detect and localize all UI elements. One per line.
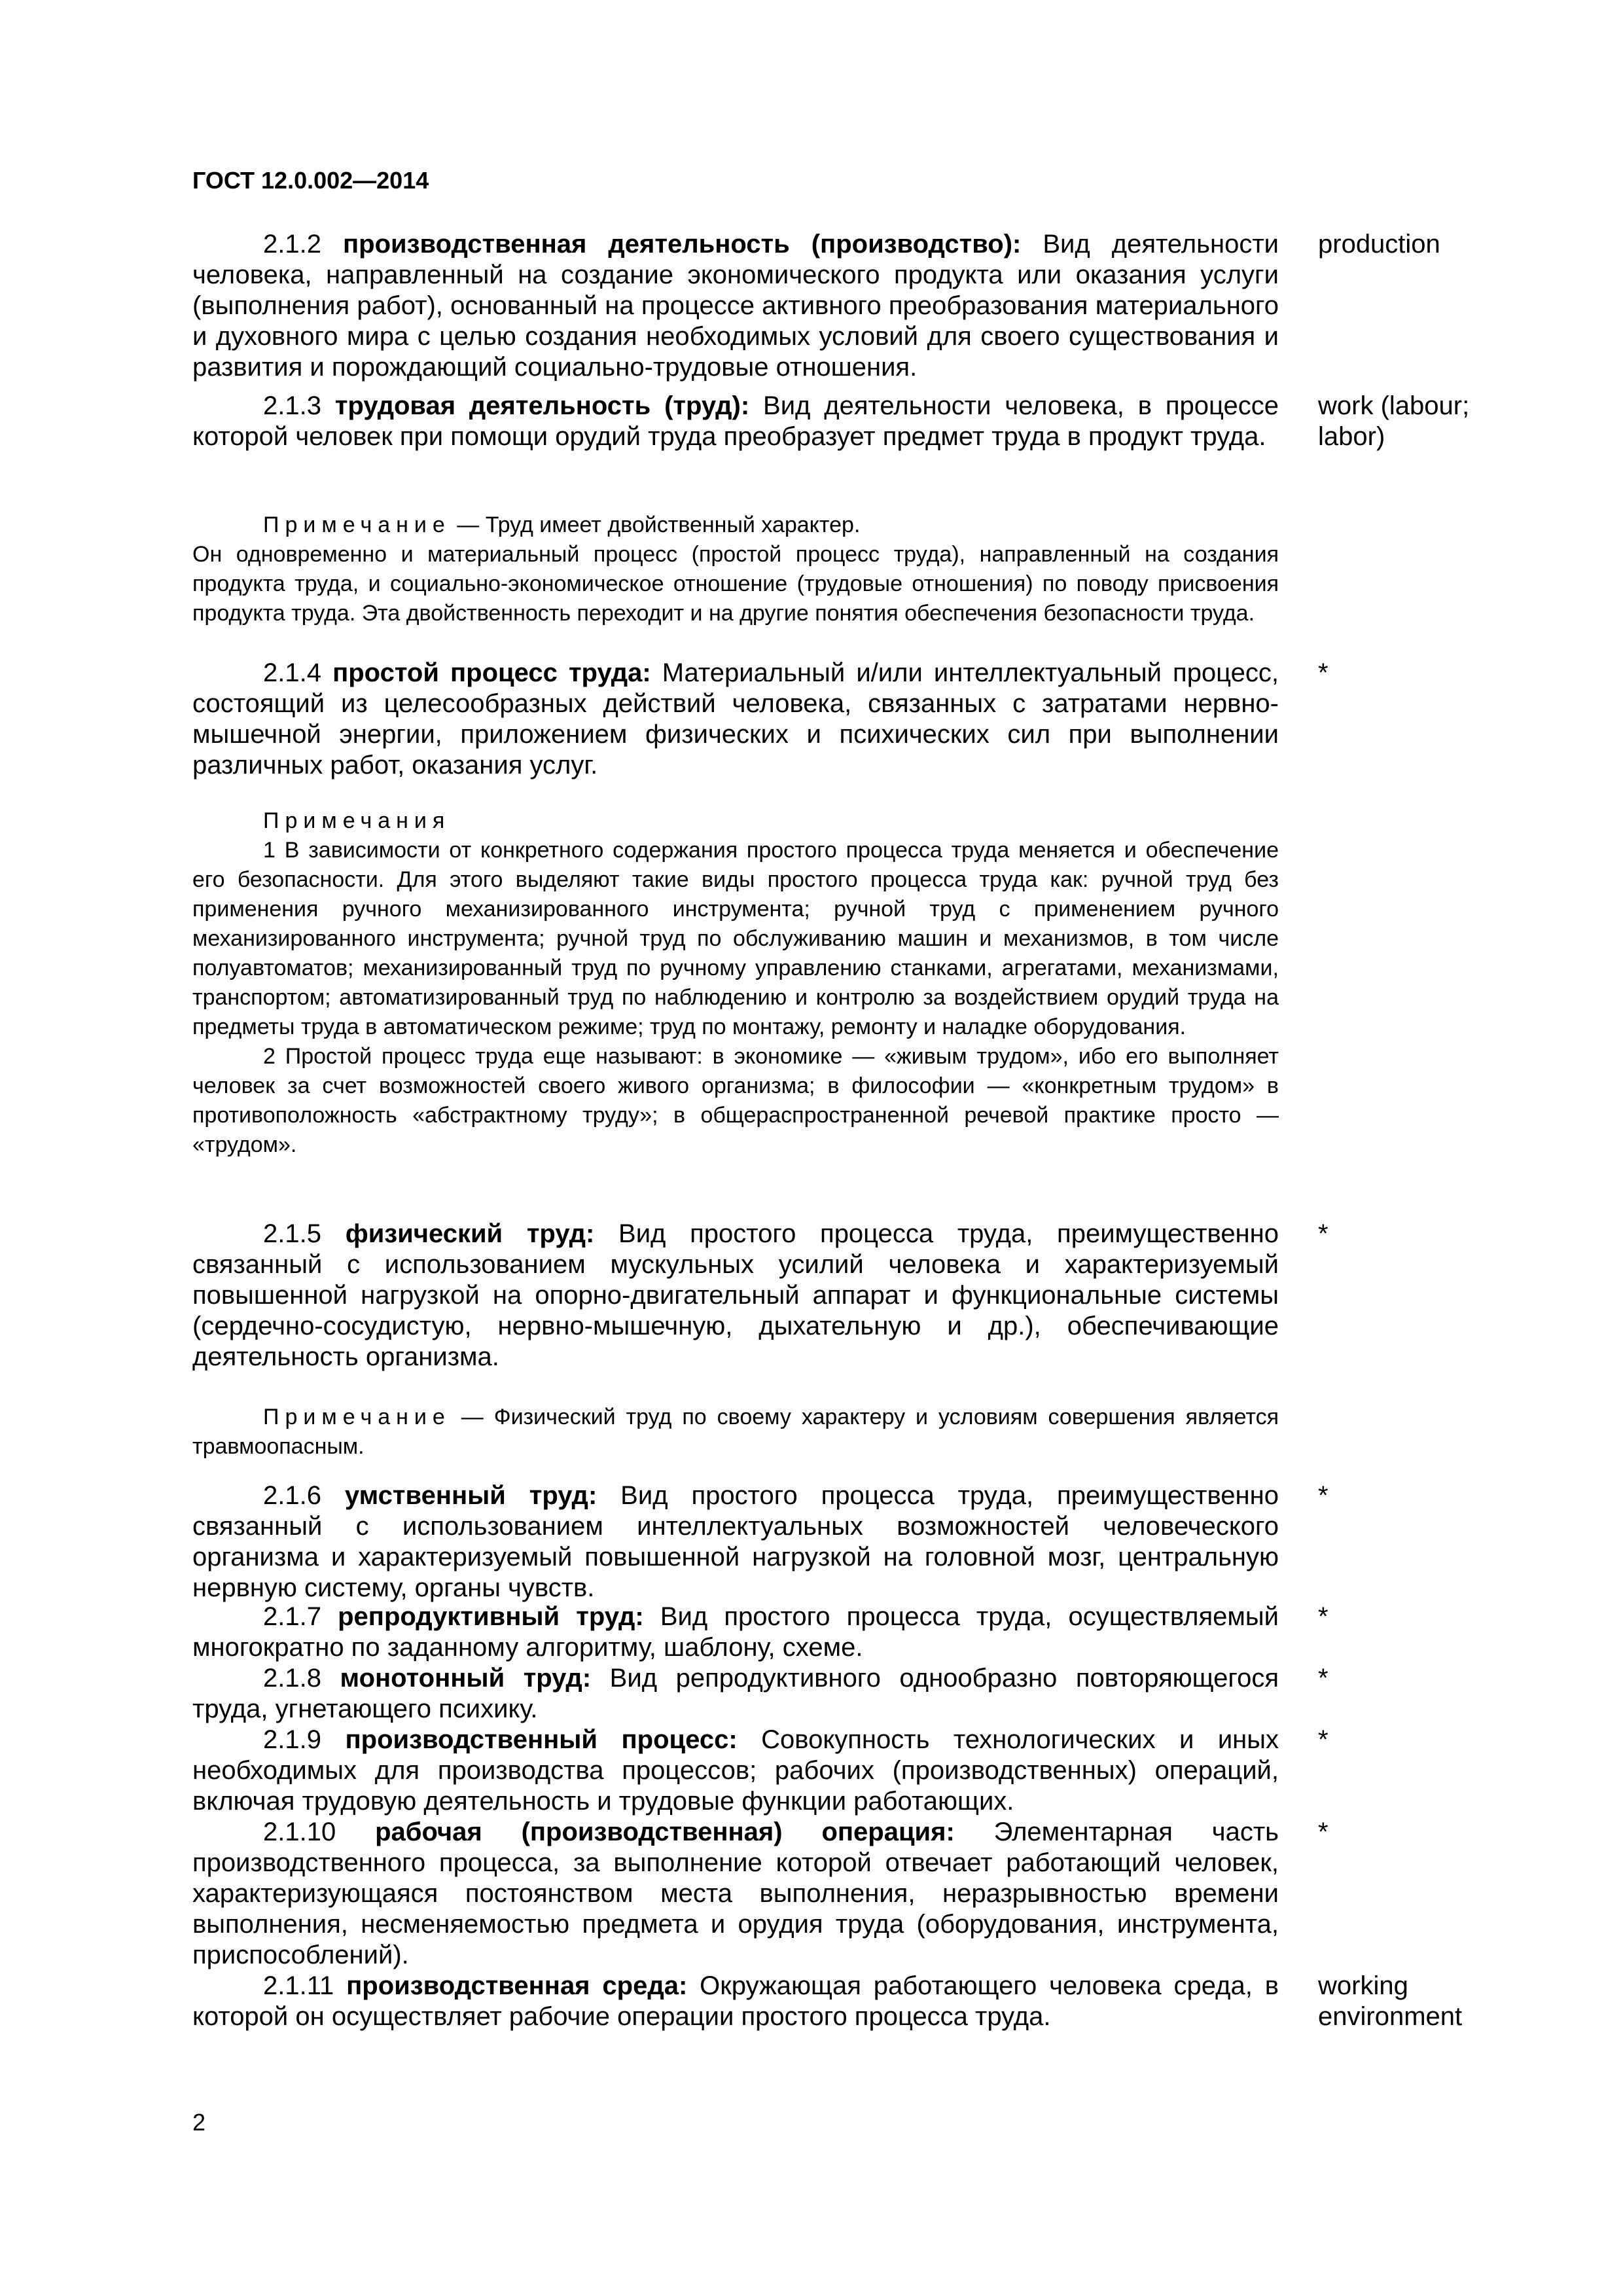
term-number: 2.1.8 [263, 1664, 321, 1693]
term-definition [192, 1602, 1279, 1663]
term-number: 2.1.2 [263, 230, 321, 259]
term-definition [192, 658, 1279, 781]
term-entry-2-1-9 [192, 1725, 1623, 1817]
note-first-line [192, 511, 1279, 540]
asterisk-marker: * [1318, 658, 1329, 687]
notes-heading: Примечания [263, 808, 451, 833]
term-definition [192, 1971, 1279, 2032]
term-text: Вид деятельности человека, в процессе которой человек при помощи орудий труда преобразует предмет труда в продукт труда. [192, 391, 1279, 451]
note-dash: — [450, 512, 486, 537]
note-text-block [192, 1403, 1279, 1462]
term-number: 2.1.5 [263, 1219, 321, 1248]
english-equivalent: production [1318, 230, 1440, 259]
note-item-2: 2 Простой процесс труда еще называют: в экономике — «живым трудом», ибо его выполняет человек за счет возможностей своего живого организма; в философии — «конкретным трудом» в противоположность «абстрактному труду»; в общераспространенной речевой практике просто — «трудом». [192, 1044, 1279, 1157]
term-title: репродуктивный труд: [338, 1602, 644, 1631]
asterisk-marker: * [1318, 1481, 1329, 1510]
term-title: простой процесс труда: [332, 658, 651, 687]
notes-label [192, 806, 1279, 836]
term-text: Элементарная часть производственного процесса, за выполнение которой отвечает работающий человек, характеризующаяся постоянством места выполнения, неразрывностью времени выполнения, несменяемостью предмета и орудия труда (оборудования, инструмента, приспособлений). [192, 1818, 1279, 1969]
term-text: Окружающая работающего человека среда, в которой он осуществляет рабочие операции простого процесса труда. [192, 1971, 1279, 2031]
term-entry-2-1-8 [192, 1663, 1623, 1725]
term-definition [192, 1725, 1279, 1817]
term-number: 2.1.4 [263, 658, 321, 687]
term-definition [192, 1817, 1279, 1971]
note-2-1-5 [192, 1403, 1623, 1462]
term-definition [192, 1663, 1279, 1725]
term-entry-2-1-2 [192, 229, 1623, 383]
note-item-1: 1 В зависимости от конкретного содержания простого процесса труда меняется и обеспечение его безопасности. Для этого выделяют такие виды простого процесса труда как: ручной труд без применения ручного механизированного инструмента; ручной труд с применением ручного механизированного инструмента; ручной труд по обслуживанию машин и механизмов, в том числе полуавтоматов; механизированный труд по ручному управлению станками, агрегатами, механизмами, транспортом; автоматизированный труд по наблюдению и контролю за воздействием орудий труда на предметы труда в автоматическом режиме; труд по монтажу, ремонту и наладке оборудования. [192, 838, 1279, 1039]
term-text: Материальный и/или интеллектуальный процесс, состоящий из целесообразных действий человека, связанных с затратами нервно-мышечной энергии, приложением физических и психических сил при выполнении различных работ, оказания услуг. [192, 658, 1279, 780]
notes-2-1-4 [192, 806, 1623, 1160]
term-text: Вид простого процесса труда, преимущественно связанный с использованием мускульных усилий человека и характеризуемый повышенной нагрузкой на опорно-двигательный аппарат и функциональные системы (сердечно-сосудистую, нервно-мышечную, дыхательную и др.), обеспечивающие деятельность организма. [192, 1219, 1279, 1371]
note-label: Примечание [263, 1405, 451, 1429]
term-definition [192, 1219, 1279, 1372]
term-text: Вид репродуктивного однообразно повторяющегося труда, угнетающего психику. [192, 1664, 1279, 1723]
english-equivalent: work (labour; labor) [1318, 391, 1470, 451]
term-title: рабочая (производственная) операция: [375, 1818, 955, 1846]
note-body: Он одновременно и материальный процесс (простой процесс труда), направленный на создания продукта труда, и социально-экономическое отношение (трудовые отношения) по поводу присвоения продукта труда. Эта двойственность переходит и на другие понятия обеспечения безопасности труда. [192, 542, 1279, 626]
term-title: производственный процесс: [345, 1725, 738, 1754]
term-entry-2-1-5 [192, 1219, 1623, 1372]
term-text: Вид простого процесса труда, преимущественно связанный с использованием интеллектуальных возможностей человеческого организма и характеризуемый повышенной нагрузкой на головной мозг, центральную нервную систему, органы чувств. [192, 1481, 1279, 1602]
note-text: Физический труд по своему характеру и условиям совершения является травмоопасным. [192, 1405, 1279, 1459]
asterisk-marker: * [1318, 1602, 1329, 1631]
term-text: Вид деятельности человека, направленный на создание экономического продукта или оказания услуги (выполнения работ), основанный на процессе активного преобразования материального и духовного мира с целью создания необходимых условий для своего существования и развития и порождающий социально-трудовые отношения. [192, 230, 1279, 382]
term-number: 2.1.9 [263, 1725, 321, 1754]
asterisk-marker: * [1318, 1219, 1329, 1248]
asterisk-marker: * [1318, 1725, 1329, 1754]
term-entry-2-1-10 [192, 1817, 1623, 1971]
term-number: 2.1.3 [263, 391, 321, 420]
term-text: Вид простого процесса труда, осуществляемый многократно по заданному алгоритму, шаблону, схеме. [192, 1602, 1279, 1662]
term-definition [192, 229, 1279, 383]
note-2-1-3 [192, 511, 1623, 628]
term-number: 2.1.10 [263, 1818, 336, 1846]
term-number: 2.1.6 [263, 1481, 321, 1510]
note-dash: — [450, 1405, 494, 1429]
term-definition [192, 391, 1279, 452]
term-title: монотонный труд: [340, 1664, 592, 1693]
term-title: производственная деятельность (производство): [343, 230, 1022, 259]
page-number: 2 [192, 2109, 206, 2136]
term-number: 2.1.7 [263, 1602, 321, 1631]
term-title: физический труд: [345, 1219, 595, 1248]
asterisk-marker: * [1318, 1664, 1329, 1693]
term-title: производственная среда: [346, 1971, 688, 2000]
asterisk-marker: * [1318, 1818, 1329, 1846]
term-number: 2.1.11 [263, 1971, 334, 2000]
term-title: умственный труд: [344, 1481, 597, 1510]
term-text: Совокупность технологических и иных необходимых для производства процессов; рабочих (производственных) операций, включая трудовую деятельность и трудовые функции работающих. [192, 1725, 1279, 1816]
note-text: Труд имеет двойственный характер. [485, 512, 861, 537]
term-title: трудовая деятельность (труд): [334, 391, 750, 420]
english-equivalent: working environment [1318, 1971, 1463, 2031]
term-entry-2-1-4 [192, 658, 1623, 781]
term-entry-2-1-11 [192, 1971, 1623, 2032]
term-entry-2-1-3 [192, 391, 1623, 452]
document-header: ГОСТ 12.0.002—2014 [192, 167, 429, 194]
term-entry-2-1-7 [192, 1602, 1623, 1663]
note-label: Примечание [263, 512, 451, 537]
term-definition [192, 1480, 1279, 1604]
term-entry-2-1-6 [192, 1480, 1623, 1604]
